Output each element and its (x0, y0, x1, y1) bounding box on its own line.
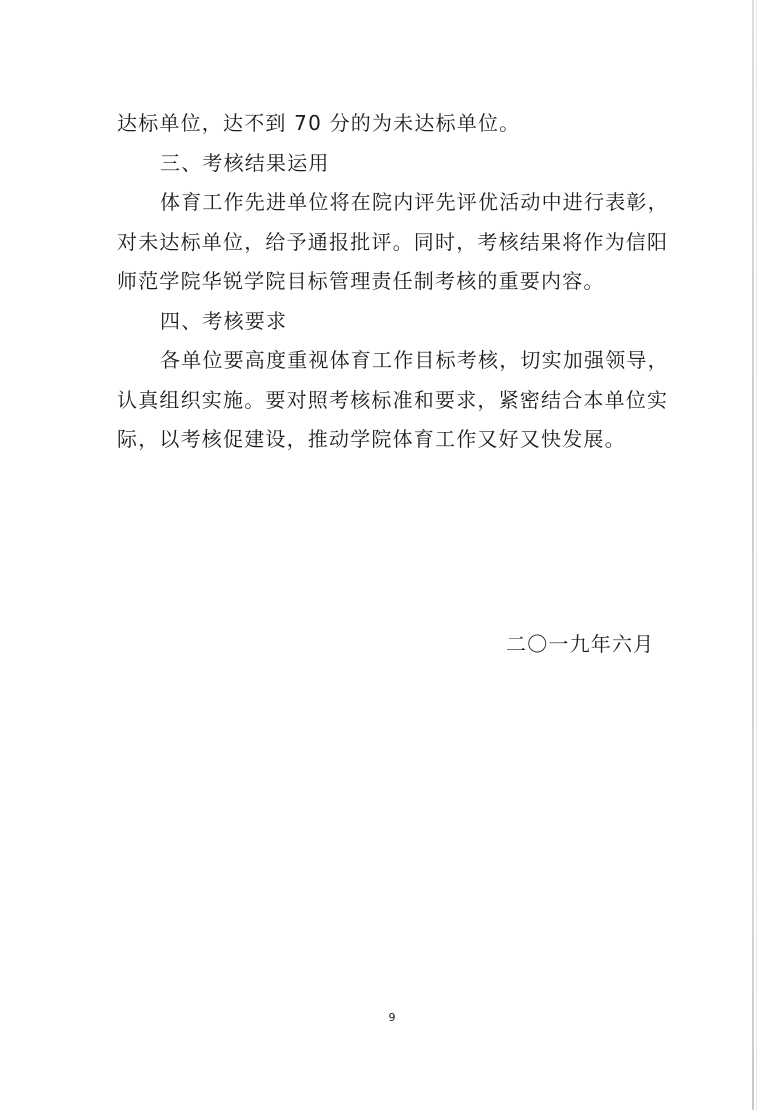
scan-edge-line (756, 0, 757, 1110)
document-date: 二〇一九年六月 (506, 632, 655, 656)
page-number: 9 (388, 1011, 396, 1024)
paragraph-line: 认真组织实施。要对照考核标准和要求，紧密结合本单位实 (117, 387, 669, 412)
section-heading-results-application: 三、考核结果运用 (160, 150, 330, 175)
paragraph-line: 体育工作先进单位将在院内评先评优活动中进行表彰， (160, 190, 669, 214)
section-heading-requirements: 四、考核要求 (160, 308, 288, 333)
paragraph-line: 对未达标单位，给予通报批评。同时，考核结果将作为信阳 (117, 229, 669, 254)
paragraph-line: 各单位要高度重视体育工作目标考核，切实加强领导， (160, 348, 669, 372)
document-body (117, 104, 669, 460)
paragraph-line: 师范学院华锐学院目标管理责任制考核的重要内容。 (117, 269, 605, 293)
paragraph-line: 际，以考核促建设，推动学院体育工作又好又快发展。 (117, 427, 626, 451)
scan-edge-shadow (752, 0, 754, 1110)
paragraph-line-continuation: 达标单位，达不到 70 分的为未达标单位。 (117, 111, 521, 135)
